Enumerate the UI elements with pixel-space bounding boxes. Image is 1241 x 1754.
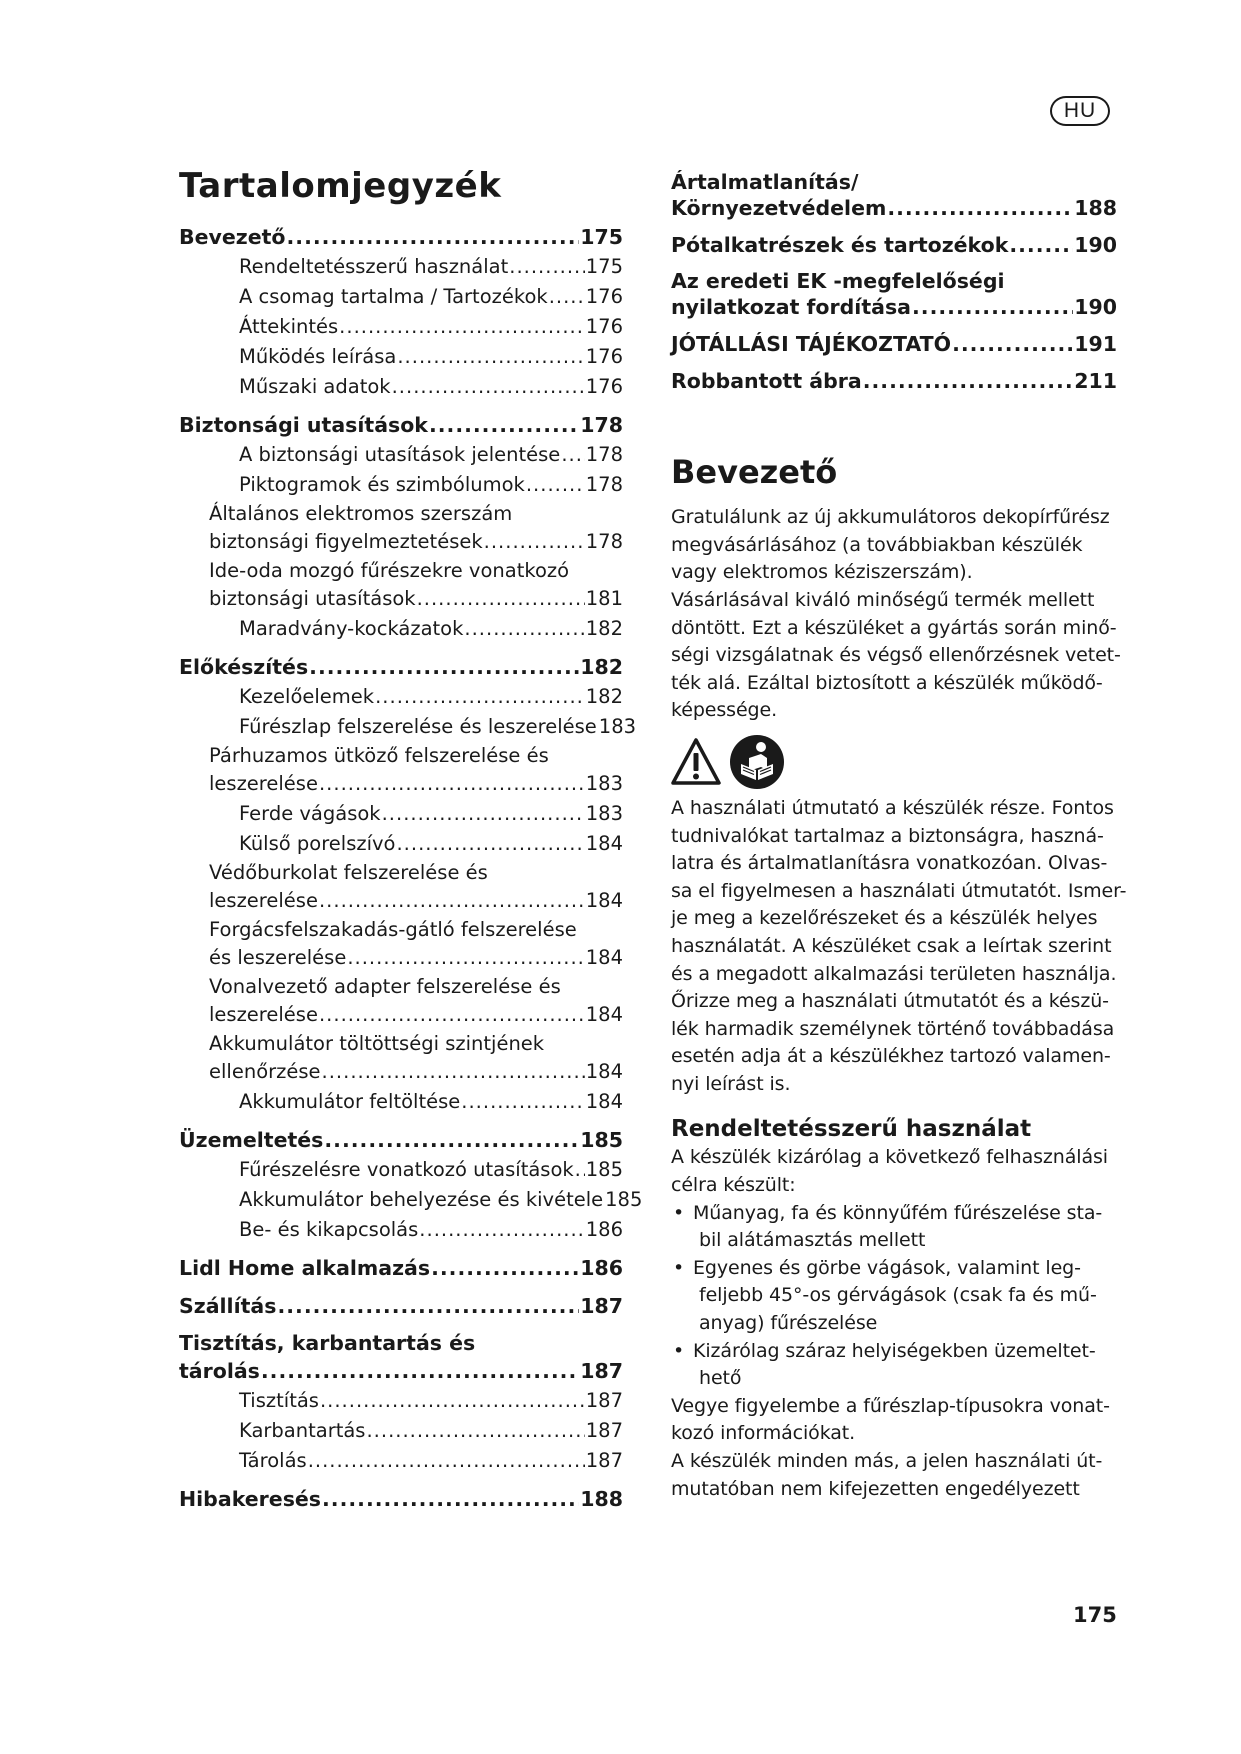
toc-section-heading-page: 187 [580, 1294, 623, 1319]
toc-item-first-line: Forgácsfelszakadás-gátló felszerelése [209, 918, 577, 942]
toc-item-leader [308, 1446, 585, 1476]
toc-item-page: 176 [585, 285, 623, 309]
toc-section-heading-page: 186 [580, 1256, 623, 1281]
toc-item-block [179, 829, 623, 859]
toc-item-block [179, 282, 623, 312]
toc-item [209, 372, 623, 402]
toc-item-first-line: Általános elektromos szerszám [209, 502, 513, 526]
toc-item-label: Fűrészelésre vonatkozó utasítások [239, 1158, 574, 1182]
toc-item-block [179, 557, 623, 614]
toc-item [209, 1446, 623, 1476]
toc-item [209, 440, 623, 470]
toc-section-heading [179, 1357, 623, 1386]
toc-item-page: 176 [585, 315, 623, 339]
toc-section-heading [179, 1126, 623, 1155]
toc-item-label: A biztonsági utasítások jelentése [239, 443, 561, 467]
toc-item-block [179, 916, 623, 973]
text-line: je meg a kezelőrészeket és a készülék helyes [671, 907, 1098, 930]
toc-item-leader [464, 614, 584, 644]
text-line: latra és ártalmatlanításra vonatkozóan. Olvas- [671, 852, 1108, 875]
toc-item-label: Fűrészlap felszerelése és leszerelése [239, 715, 597, 739]
toc-item-leader [484, 527, 585, 557]
toc-item-page: 178 [585, 443, 623, 467]
toc-section-heading-label: Hibakeresés [179, 1487, 321, 1512]
text-line: Őrizze meg a használati útmutatót és a készü- [671, 990, 1109, 1013]
toc-item-label: Be- és kikapcsolás [239, 1218, 419, 1242]
toc-item [209, 312, 623, 342]
text-line: döntött. Ezt a készüléket a gyártás során minő- [671, 616, 1117, 639]
text-line: tudnivalókat tartalmaz a biztonságra, haszná- [671, 824, 1104, 847]
toc-item-leader [319, 886, 585, 916]
toc-item [209, 470, 623, 500]
text-line: lék harmadik személynek történő továbbadása [671, 1017, 1115, 1040]
toc-section [179, 1330, 623, 1476]
toc-item-page: 184 [585, 946, 623, 970]
toc-item-page: 184 [585, 1060, 623, 1084]
toc-right-entry-label: nyilatkozat fordítása [671, 295, 911, 319]
toc-item-leader [320, 1386, 585, 1416]
toc-item-block [179, 440, 623, 470]
text-line: ték alá. Ezáltal biztosított a készülék működő- [671, 671, 1103, 694]
page-number: 175 [1073, 1603, 1117, 1627]
toc-right-entry-block [671, 368, 1117, 395]
toc-item-leader [382, 799, 585, 829]
text-line: Vásárlásával kiváló minőségű termék mellett [671, 588, 1095, 611]
text-line: ségi vizsgálatnak és végső ellenőrzésnek vetet- [671, 644, 1121, 667]
toc-item-label: leszerelése [209, 889, 318, 913]
other-use-paragraph [671, 1448, 1117, 1503]
text-line: • Egyenes és görbe vágások, valamint leg- [693, 1256, 1081, 1279]
toc-right-entry [671, 294, 1117, 321]
toc-section [179, 1254, 623, 1283]
toc-item-label: és leszerelése [209, 946, 347, 970]
toc-item-block [179, 470, 623, 500]
text-line: • Műanyag, fa és könnyűfém fűrészelése sta- [693, 1201, 1103, 1224]
toc-item-page: 176 [585, 345, 623, 369]
toc-section-heading-first-line: Tisztítás, karbantartás és [179, 1331, 476, 1356]
toc-right-entry [671, 331, 1117, 358]
text-line: esetén adja át a készülékhez tartozó valamen- [671, 1045, 1111, 1068]
toc-item-first-line: Védőburkolat felszerelése és [209, 861, 488, 885]
toc-section-heading-label: Előkészítés [179, 655, 309, 680]
text-line: • Kizárólag száraz helyiségekben üzemeltet- [693, 1339, 1096, 1362]
toc-section-heading-leader [287, 223, 580, 252]
text-line: mutatóban nem kifejezetten engedélyezett [671, 1477, 1080, 1500]
text-line: megvásárlásához (a továbbiakban készülék [671, 533, 1083, 556]
toc-item-block [179, 1386, 623, 1416]
toc-item-block [179, 712, 637, 742]
intended-use-list [671, 1200, 1117, 1393]
toc-right-entry-leader [887, 195, 1073, 222]
toc-section-heading-leader [324, 1126, 579, 1155]
toc-item-label: Akkumulátor feltöltése [239, 1090, 461, 1114]
toc-right-block [671, 232, 1117, 259]
toc-item [209, 1087, 623, 1117]
toc-item-leader [509, 252, 585, 282]
toc-item-leader [392, 372, 585, 402]
toc-section-heading [179, 1254, 623, 1283]
toc-item-leader [339, 312, 585, 342]
toc-item-page: 184 [585, 832, 623, 856]
toc-section-heading-block [179, 1292, 623, 1321]
toc-item-block [179, 1155, 623, 1185]
toc-section-heading-leader [261, 1357, 579, 1386]
toc-item-leader [375, 682, 585, 712]
text-line: A használati útmutató a készülék része. Fontos [671, 796, 1114, 819]
toc-section-heading-block [179, 1126, 623, 1155]
toc-section-heading-label: Biztonsági utasítások [179, 413, 428, 438]
text-line: sa el figyelmesen a használati útmutatót. Ismer- [671, 879, 1127, 902]
text-line: nyi leírást is. [671, 1072, 791, 1095]
intro-paragraph-3 [671, 795, 1127, 1099]
toc-item-label: Külső porelszívó [239, 832, 396, 856]
toc-title: Tartalomjegyzék [179, 166, 502, 206]
toc-item-leader [319, 1000, 585, 1030]
text-line: Vegye figyelembe a fűrészlap-típusokra vonat- [671, 1394, 1110, 1417]
read-manual-icon [729, 734, 785, 790]
toc-item-block [179, 372, 623, 402]
toc-item [209, 829, 623, 859]
toc-item-page: 178 [585, 530, 623, 554]
toc-item-label: Maradvány-kockázatok [239, 617, 464, 641]
toc-item-block [179, 614, 623, 644]
toc-item-block [179, 859, 623, 916]
toc-item-leader [397, 342, 584, 372]
toc-item-page: 186 [585, 1218, 623, 1242]
toc-item-leader [526, 470, 585, 500]
toc-item [209, 1155, 623, 1185]
toc-right-entry-block [671, 269, 1117, 321]
text-line: hető [699, 1367, 742, 1390]
toc-right-entry-page: 190 [1074, 233, 1117, 257]
toc-item-leader [322, 1057, 585, 1087]
toc-item-leader [366, 1416, 584, 1446]
toc-item [209, 712, 637, 742]
toc-section-heading-block [179, 223, 623, 252]
text-line: használatát. A készüléket csak a leírtak szerint [671, 934, 1112, 957]
toc-item-label: Kezelőelemek [239, 685, 375, 709]
toc-item-block [179, 1416, 623, 1446]
toc-item-page: 184 [585, 1090, 623, 1114]
toc-item-first-line: Ide-oda mozgó fűrészekre vonatkozó [209, 559, 570, 583]
toc-item-leader [347, 943, 584, 973]
toc-item-label: Tisztítás [239, 1389, 319, 1413]
toc-item [179, 769, 623, 799]
toc-section-heading-block [179, 411, 623, 440]
toc-section [179, 1485, 623, 1514]
toc-item-label: Karbantartás [239, 1419, 366, 1443]
intro-paragraph-2 [671, 587, 1121, 725]
toc-right-entry [671, 195, 1117, 222]
toc-item-page: 187 [585, 1389, 623, 1413]
text-line: célra készült: [671, 1174, 796, 1197]
toc-right-entry-block [671, 232, 1117, 259]
toc-item [209, 1416, 623, 1446]
text-line: Gratulálunk az új akkumulátoros dekopírfűrész [671, 506, 1110, 529]
toc-item [179, 584, 623, 614]
intended-use-item [671, 1338, 1117, 1393]
toc-item-leader [417, 584, 585, 614]
toc-item-block [179, 742, 623, 799]
text-line: feljebb 45°-os gérvágások (csak fa és mű- [699, 1284, 1097, 1307]
toc-item-page: 183 [585, 772, 623, 796]
toc-right-entry-block [671, 331, 1117, 358]
toc-item-page: 184 [585, 1003, 623, 1027]
toc-item [209, 282, 623, 312]
text-line: kozó információkat. [671, 1422, 856, 1445]
toc-item [179, 886, 623, 916]
toc-section-heading-leader [429, 411, 579, 440]
toc-right-entry-label: JÓTÁLLÁSI TÁJÉKOZTATÓ [671, 332, 952, 356]
warning-icon [671, 737, 721, 787]
toc-item-leader [319, 769, 585, 799]
toc-item-block [179, 799, 623, 829]
toc-item-page: 185 [605, 1188, 643, 1212]
toc-sections [179, 223, 643, 1514]
toc-item-leader [561, 440, 584, 470]
toc-right-entry-leader [912, 294, 1073, 321]
toc-item-block [179, 1030, 623, 1087]
toc-section-heading-block [179, 653, 623, 682]
toc-right-entry-page: 188 [1074, 196, 1117, 220]
text-line: és a megadott alkalmazási területen használja. [671, 962, 1117, 985]
toc-item-page: 181 [585, 587, 623, 611]
toc-item-leader [461, 1087, 584, 1117]
toc-section-heading-block [179, 1330, 623, 1386]
toc-item [179, 943, 623, 973]
toc-item-label: Tárolás [239, 1449, 307, 1473]
toc-item-page: 178 [585, 473, 623, 497]
toc-item [179, 1000, 623, 1030]
toc-item-block [179, 252, 623, 282]
toc-section-heading [179, 223, 623, 252]
toc-section-heading-page: 175 [580, 225, 623, 250]
toc-section [179, 653, 637, 1117]
text-line: vagy elektromos kéziszerszám). [671, 561, 973, 584]
toc-item-block [179, 500, 623, 557]
toc-item-first-line: Párhuzamos ütköző felszerelése és [209, 744, 549, 768]
text-line: képessége. [671, 699, 778, 722]
toc-item-block [179, 1215, 623, 1245]
toc-section-heading-leader [322, 1485, 579, 1514]
toc-item-label: Működés leírása [239, 345, 397, 369]
toc-item-label: biztonsági utasítások [209, 587, 416, 611]
toc-item-block [179, 1446, 623, 1476]
toc-section-heading-block [179, 1485, 623, 1514]
toc-item-page: 183 [585, 802, 623, 826]
toc-right-entry-label: Környezetvédelem [671, 196, 887, 220]
toc-section-heading-page: 182 [580, 655, 623, 680]
toc-section-heading-label: Bevezető [179, 225, 286, 250]
toc-item [179, 1057, 623, 1087]
intended-use-item [671, 1200, 1117, 1255]
toc-section-heading-label: Üzemeltetés [179, 1128, 324, 1153]
text-line: bil alátámasztás mellett [699, 1229, 926, 1252]
toc-section [179, 1292, 623, 1321]
toc-item-leader [575, 1155, 585, 1185]
toc-item-block [179, 1185, 643, 1215]
toc-right-entry-page: 211 [1074, 369, 1117, 393]
toc-item-label: Piktogramok és szimbólumok [239, 473, 525, 497]
toc-item [179, 527, 623, 557]
toc-item [209, 342, 623, 372]
toc-section-heading [179, 411, 623, 440]
toc-item [209, 1215, 623, 1245]
toc-item-first-line: Akkumulátor töltöttségi szintjének [209, 1032, 545, 1056]
toc-item-page: 184 [585, 889, 623, 913]
toc-right-entry-first-line: Az eredeti EK -megfelelőségi [671, 269, 1005, 293]
toc-right-entry [671, 368, 1117, 395]
toc-section-heading [179, 1485, 623, 1514]
toc-right-entry-page: 190 [1074, 295, 1117, 319]
toc-item-label: Áttekintés [239, 315, 339, 339]
toc-section-heading-leader [431, 1254, 579, 1283]
toc-continued [671, 170, 1117, 395]
toc-item-block [179, 682, 623, 712]
text-line: anyag) fűrészelése [699, 1312, 878, 1335]
right-column [671, 170, 1127, 1503]
toc-right-entry-label: Robbantott ábra [671, 369, 862, 393]
toc-section-heading [179, 1292, 623, 1321]
toc-right-entry-block [671, 170, 1117, 222]
toc-item-block [179, 342, 623, 372]
toc-right-entry-label: Pótalkatrészek és tartozékok [671, 233, 1009, 257]
toc-item-label: leszerelése [209, 1003, 318, 1027]
toc-right-block [671, 368, 1117, 395]
toc-item-leader [396, 829, 584, 859]
toc-section [179, 223, 623, 402]
toc-section-heading [179, 653, 623, 682]
text-line: A készülék minden más, a jelen használati út- [671, 1450, 1103, 1472]
toc-item-page: 175 [585, 255, 623, 279]
language-badge: HU [1050, 96, 1110, 126]
toc-section-heading-leader [277, 1292, 579, 1321]
safety-icons [671, 733, 1117, 791]
toc-section-heading-page: 187 [580, 1359, 623, 1384]
toc-item-label: leszerelése [209, 772, 318, 796]
intended-use-heading: Rendeltetésszerű használat [671, 1116, 1032, 1143]
toc-item-label: Ferde vágások [239, 802, 381, 826]
toc-item-page: 187 [585, 1449, 623, 1473]
toc-item-leader [549, 282, 585, 312]
toc-right-block [671, 331, 1117, 358]
text-line: A készülék kizárólag a következő felhasználási [671, 1146, 1108, 1169]
blade-info-paragraph [671, 1393, 1117, 1448]
toc-item [209, 252, 623, 282]
toc-item-page: 187 [585, 1419, 623, 1443]
toc-item-block [179, 973, 623, 1030]
toc-item-block [179, 1087, 623, 1117]
toc-item [209, 1185, 643, 1215]
toc-section-heading-label: Szállítás [179, 1294, 277, 1319]
toc-item-leader [419, 1215, 584, 1245]
toc-right-entry-leader [863, 368, 1073, 395]
toc-section-heading-leader [309, 653, 579, 682]
toc-right-entry-first-line: Ártalmatlanítás/ [671, 170, 859, 194]
toc-section [179, 411, 623, 644]
toc-section-heading-block [179, 1254, 623, 1283]
toc-item [209, 1386, 623, 1416]
toc-section-heading-label: tárolás [179, 1359, 260, 1384]
intro-heading: Bevezető [671, 453, 838, 491]
toc-section-heading-page: 185 [580, 1128, 623, 1153]
toc-item-page: 183 [598, 715, 637, 739]
toc-item-page: 182 [585, 617, 623, 641]
toc-item-label: A csomag tartalma / Tartozékok [239, 285, 548, 309]
toc-right-entry [671, 232, 1117, 259]
intro-paragraph-1 [671, 504, 1117, 587]
toc-section-heading-label: Lidl Home alkalmazás [179, 1256, 431, 1281]
toc-item-page: 182 [585, 685, 623, 709]
toc-section [179, 1126, 643, 1245]
toc-item-page: 185 [585, 1158, 623, 1182]
toc-section-heading-page: 188 [580, 1487, 623, 1512]
toc-right-entry-leader [1009, 232, 1073, 259]
table-of-contents [179, 166, 643, 1523]
toc-item-first-line: Vonalvezető adapter felszerelése és [209, 975, 561, 999]
intended-use-lead [671, 1144, 1117, 1199]
toc-item-label: Műszaki adatok [239, 375, 391, 399]
toc-item [209, 799, 623, 829]
toc-right-block [671, 170, 1117, 222]
toc-right-entry-leader [952, 331, 1073, 358]
toc-item-page: 176 [585, 375, 623, 399]
toc-item-label: biztonsági figyelmeztetések [209, 530, 483, 554]
toc-item [209, 682, 623, 712]
toc-item-label: Rendeltetésszerű használat [239, 255, 509, 279]
toc-item-block [179, 312, 623, 342]
toc-item-label: Akkumulátor behelyezése és kivétele [239, 1188, 604, 1212]
toc-right-block [671, 269, 1117, 321]
intended-use-item [671, 1255, 1117, 1338]
toc-item-label: ellenőrzése [209, 1060, 321, 1084]
toc-item [209, 614, 623, 644]
toc-section-heading-page: 178 [580, 413, 623, 438]
toc-right-entry-page: 191 [1074, 332, 1117, 356]
